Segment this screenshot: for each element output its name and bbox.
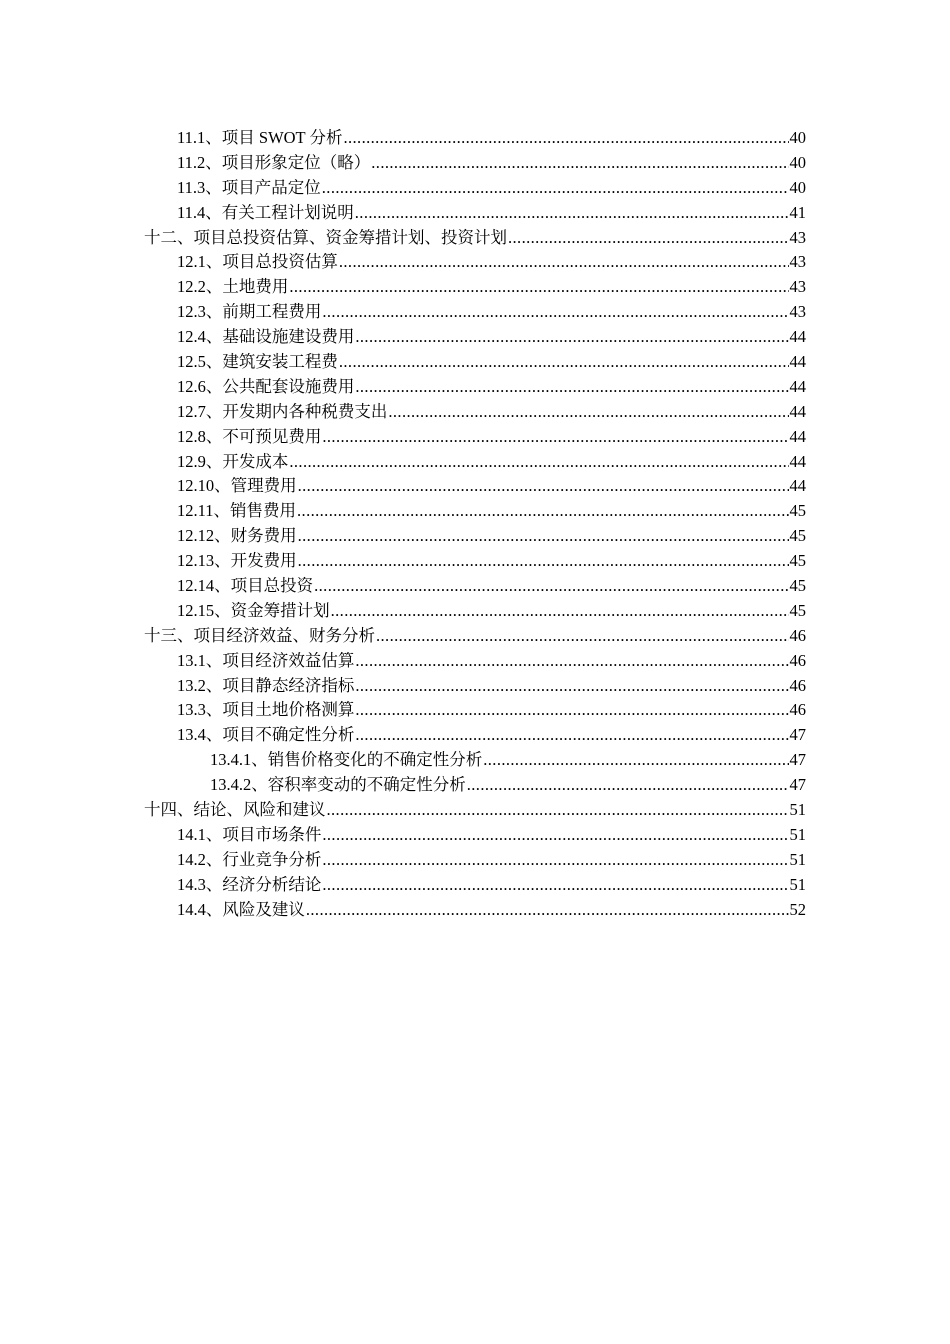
toc-page-number: 51 — [789, 849, 806, 869]
toc-entry[interactable] — [0, 226, 950, 251]
toc-dot-leader — [322, 300, 788, 325]
toc-page-number: 46 — [789, 675, 806, 695]
toc-dot-leader — [298, 549, 789, 574]
toc-entry[interactable] — [0, 873, 950, 898]
toc-entry-label: 13.3、项目土地价格测算 — [177, 700, 355, 720]
toc-dot-leader — [376, 624, 789, 649]
toc-entry[interactable] — [0, 300, 950, 325]
toc-entry[interactable] — [0, 176, 950, 201]
toc-dot-leader — [388, 400, 788, 425]
toc-entry-label: 12.2、土地费用 — [177, 277, 289, 297]
toc-entry-label: 13.1、项目经济效益估算 — [177, 650, 355, 670]
toc-entry[interactable] — [0, 400, 950, 425]
toc-entry[interactable] — [0, 375, 950, 400]
toc-entry-label: 12.9、开发成本 — [177, 451, 289, 471]
toc-entry-label: 12.4、基础设施建设费用 — [177, 327, 355, 347]
toc-entry-label: 13.4、项目不确定性分析 — [177, 725, 355, 745]
toc-page-number: 47 — [789, 750, 806, 770]
toc-entry-label: 11.4、有关工程计划说明 — [177, 202, 354, 222]
toc-page-number: 45 — [789, 600, 806, 620]
toc-dot-leader — [343, 126, 788, 151]
toc-page-number: 47 — [789, 725, 806, 745]
toc-page-number: 45 — [789, 501, 806, 521]
toc-page-number: 46 — [789, 700, 806, 720]
toc-entry[interactable] — [0, 898, 950, 923]
toc-page-number: 51 — [789, 800, 806, 820]
toc-dot-leader — [355, 375, 788, 400]
toc-dot-leader — [322, 823, 788, 848]
toc-entry-label: 12.5、建筑安装工程费 — [177, 352, 338, 372]
toc-entry-label: 12.14、项目总投资 — [177, 576, 314, 596]
toc-dot-leader — [289, 450, 788, 475]
toc-entry[interactable] — [0, 250, 950, 275]
toc-page-number: 47 — [789, 775, 806, 795]
toc-entry[interactable] — [0, 574, 950, 599]
toc-dot-leader — [322, 176, 789, 201]
toc-dot-leader — [327, 798, 789, 823]
toc-entry[interactable] — [0, 350, 950, 375]
toc-page-number: 43 — [789, 302, 806, 322]
toc-page-number: 44 — [789, 401, 806, 421]
toc-dot-leader — [306, 898, 789, 923]
toc-entry[interactable] — [0, 201, 950, 226]
toc-page-number: 45 — [789, 526, 806, 546]
toc-page-number: 40 — [789, 152, 806, 172]
toc-entry-label: 12.15、资金筹措计划 — [177, 600, 330, 620]
toc-entry[interactable] — [0, 425, 950, 450]
toc-entry-label: 12.7、开发期内各种税费支出 — [177, 401, 388, 421]
toc-dot-leader — [298, 474, 789, 499]
toc-page-number: 44 — [789, 426, 806, 446]
toc-page-number: 44 — [789, 376, 806, 396]
toc-dot-leader — [355, 325, 788, 350]
toc-dot-leader — [331, 599, 789, 624]
toc-entry-label: 13.4.1、销售价格变化的不确定性分析 — [210, 750, 483, 770]
toc-entry-label: 14.3、经济分析结论 — [177, 874, 322, 894]
toc-entry[interactable] — [0, 674, 950, 699]
toc-dot-leader — [355, 723, 788, 748]
toc-page-number: 40 — [789, 128, 806, 147]
toc-dot-leader — [314, 574, 788, 599]
toc-entry[interactable] — [0, 549, 950, 574]
toc-entry[interactable] — [0, 325, 950, 350]
toc-entry-label: 14.1、项目市场条件 — [177, 824, 322, 844]
toc-dot-leader — [508, 226, 789, 251]
toc-page-number: 43 — [789, 277, 806, 297]
toc-dot-leader — [339, 350, 789, 375]
toc-page-number: 41 — [789, 202, 806, 222]
toc-page-number: 45 — [789, 551, 806, 571]
toc-page-number: 43 — [789, 227, 806, 247]
toc-entry-label: 11.1、项目 SWOT 分析 — [177, 128, 343, 147]
toc-entry[interactable] — [0, 723, 950, 748]
toc-entry-label: 11.3、项目产品定位 — [177, 177, 321, 197]
toc-entry-label: 12.10、管理费用 — [177, 476, 297, 496]
toc-dot-leader — [322, 425, 788, 450]
toc-page-number: 46 — [789, 650, 806, 670]
toc-entry[interactable] — [0, 474, 950, 499]
toc-page-number: 44 — [789, 451, 806, 471]
toc-entry[interactable] — [0, 450, 950, 475]
toc-page-number: 51 — [789, 824, 806, 844]
toc-entry[interactable] — [0, 524, 950, 549]
toc-entry-label: 12.1、项目总投资估算 — [177, 252, 338, 272]
toc-entry[interactable] — [0, 823, 950, 848]
toc-dot-leader — [483, 748, 788, 773]
toc-entry-label: 11.2、项目形象定位（略） — [177, 152, 371, 172]
toc-entry-label: 12.3、前期工程费用 — [177, 302, 322, 322]
toc-entry-label: 12.6、公共配套设施费用 — [177, 376, 355, 396]
toc-dot-leader — [322, 848, 788, 873]
toc-dot-leader — [339, 250, 789, 275]
toc-page-number: 51 — [789, 874, 806, 894]
toc-page-number: 44 — [789, 352, 806, 372]
toc-entry[interactable] — [0, 748, 950, 773]
toc-entry[interactable] — [0, 773, 950, 798]
toc-entry-label: 十四、结论、风险和建议 — [144, 800, 326, 820]
toc-dot-leader — [289, 275, 788, 300]
toc-entry-label: 13.2、项目静态经济指标 — [177, 675, 355, 695]
toc-page-number: 45 — [789, 576, 806, 596]
toc-entry-label: 14.2、行业竞争分析 — [177, 849, 322, 869]
toc-entry-label: 13.4.2、容积率变动的不确定性分析 — [210, 775, 466, 795]
toc-entry-label: 14.4、风险及建议 — [177, 899, 305, 919]
toc-entry[interactable] — [0, 798, 950, 823]
toc-page-number: 46 — [789, 625, 806, 645]
toc-page-number: 52 — [789, 899, 806, 919]
toc-dot-leader — [322, 873, 788, 898]
toc-entry[interactable] — [0, 649, 950, 674]
toc-entry-label: 12.8、不可预见费用 — [177, 426, 322, 446]
toc-entry-label: 12.11、销售费用 — [177, 501, 297, 521]
toc-dot-leader — [371, 151, 788, 176]
toc-entry-label: 12.12、财务费用 — [177, 526, 297, 546]
toc-page-number: 44 — [789, 327, 806, 347]
toc-entry[interactable] — [0, 698, 950, 723]
toc-entry-label: 十二、项目总投资估算、资金筹措计划、投资计划 — [144, 227, 507, 247]
toc-entry[interactable] — [0, 151, 950, 176]
toc-page-number: 43 — [789, 252, 806, 272]
toc-dot-leader — [297, 499, 788, 524]
toc-dot-leader — [467, 773, 789, 798]
toc-entry-label: 12.13、开发费用 — [177, 551, 297, 571]
toc-entry[interactable] — [0, 499, 950, 524]
toc-page-number: 40 — [789, 177, 806, 197]
toc-entry[interactable] — [0, 275, 950, 300]
table-of-contents — [0, 126, 950, 923]
toc-dot-leader — [355, 649, 788, 674]
toc-entry[interactable] — [0, 599, 950, 624]
toc-entry[interactable] — [0, 624, 950, 649]
toc-entry-label: 十三、项目经济效益、财务分析 — [144, 625, 375, 645]
toc-page-number: 44 — [789, 476, 806, 496]
toc-dot-leader — [355, 201, 789, 226]
toc-entry[interactable] — [0, 126, 950, 151]
toc-dot-leader — [355, 674, 788, 699]
toc-dot-leader — [355, 698, 788, 723]
toc-entry[interactable] — [0, 848, 950, 873]
toc-dot-leader — [298, 524, 789, 549]
